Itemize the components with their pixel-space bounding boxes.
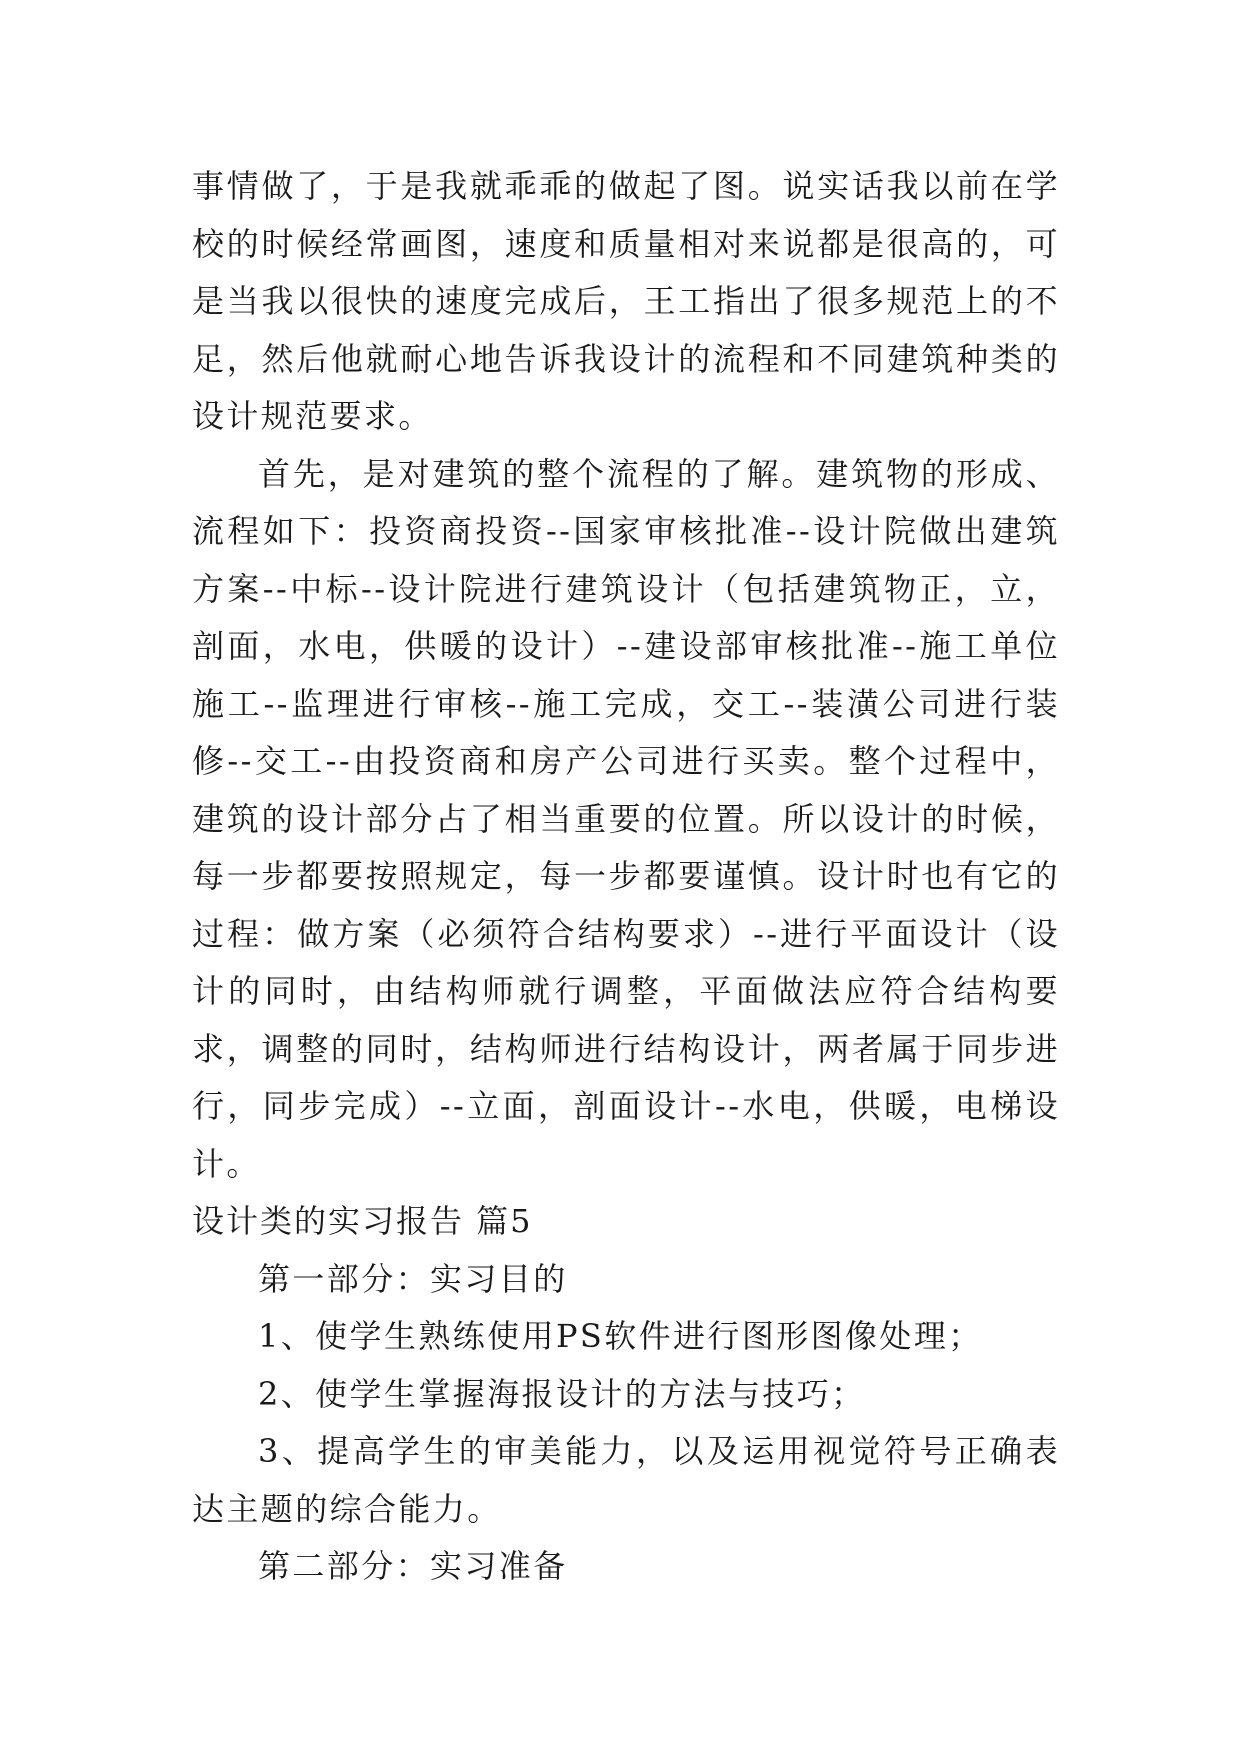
goal-item-2: 2、使学生掌握海报设计的方法与技巧；: [258, 1374, 866, 1413]
part1-title: 第一部分：实习目的: [258, 1259, 568, 1298]
part2-title: 第二部分：实习准备: [258, 1547, 568, 1585]
goal-item-3: 3、提高学生的审美能力，以及运用视觉符号正确表达主题的综合能力。: [192, 1432, 1060, 1528]
goal-item-1: 1、使学生熟练使用PS软件进行图形图像处理；: [258, 1317, 983, 1355]
section-heading: 设计类的实习报告 篇5: [192, 1202, 533, 1240]
document-body: [192, 158, 1060, 1596]
paragraph-process-intro: 事情做了，于是我就乖乖的做起了图。说实话我以前在学校的时候经常画图，速度和质量相对来说都是很高的，可是当我以很快的速度完成后，王工指出了很多规范上的不足，然后他就耐心地告诉我设计的流程和不同建筑种类的设计规范要求。: [192, 167, 1060, 435]
paragraph-building-workflow: 首先，是对建筑的整个流程的了解。建筑物的形成、流程如下：投资商投资--国家审核批准--设计院做出建筑方案--中标--设计院进行建筑设计（包括建筑物正，立，剖面，水电，供暖的设计）--建设部审核批准--施工单位施工--监理进行审核--施工完成，交工--装潢公司进行装修--交工--由投资商和房产公司进行买卖。整个过程中，建筑的设计部分占了相当重要的位置。所以设计的时候，每一步都要按照规定，每一步都要谨慎。设计时也有它的过程：做方案（必须符合结构要求）--进行平面设计（设计的同时，由结构师就行调整，平面做法应符合结构要求，调整的同时，结构师进行结构设计，两者属于同步进行，同步完成）--立面，剖面设计--水电，供暖，电梯设计。: [192, 454, 1060, 1183]
